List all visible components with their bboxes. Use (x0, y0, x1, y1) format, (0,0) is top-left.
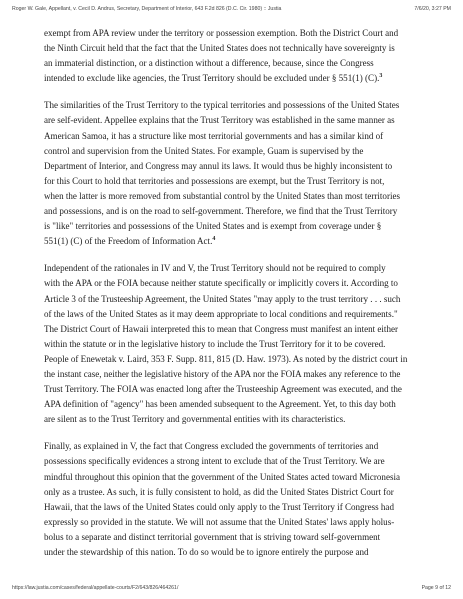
line-text: within the statute or in the legislative history to include the Trust Territory for it to be covered. (44, 338, 386, 349)
text-line (44, 292, 430, 307)
text-line (44, 56, 430, 71)
line-text: Hawaii, that the laws of the United States could only apply to the Trust Territory if Congress had (44, 501, 394, 512)
line-text: Department of Interior, and Congress may annul its laws. It would thus be highly inconsistent to (44, 160, 393, 171)
text-line (44, 515, 430, 530)
line-text: Article 3 of the Trusteeship Agreement, the United States "may apply to the trust territory . . . such (44, 293, 401, 304)
text-line (44, 307, 430, 322)
line-text: the instant case, neither the legislative history of the APA nor the FOIA makes any reference to the (44, 368, 401, 379)
text-line (44, 261, 430, 276)
line-text: The similarities of the Trust Territory to the typical territories and possessions of the United States (44, 100, 400, 111)
text-line (44, 98, 430, 113)
line-text: of the laws of the United States as it may deem appropriate to local conditions and requirements." (44, 308, 398, 319)
text-line (44, 234, 430, 249)
text-line (44, 352, 430, 367)
document-title: Roger W. Gale, Appellant, v. Cecil D. Andrus, Secretary, Department of Interior, 643 F.2d 826 (D.C. Cir. 1980) :: Justia (12, 6, 282, 12)
line-text: expressly so provided in the statute. We will not assume that the United States' laws apply holus- (44, 516, 395, 527)
line-text: for this Court to hold that territories and possessions are exempt, but the Trust Territory is not, (44, 175, 385, 186)
text-line (44, 159, 430, 174)
text-line (44, 470, 430, 485)
line-text: are self-evident. Appellee explains that the Trust Territory was established in the same manner as (44, 115, 395, 126)
print-footer (12, 585, 451, 595)
text-line (44, 174, 430, 189)
line-text: and possessions, and is on the road to self-government. Therefore, we find that the Trust Territory (44, 206, 398, 217)
line-text: Trust Territory. The FOIA was enacted long after the Trusteeship Agreement was executed, and the (44, 384, 402, 395)
text-line (44, 367, 430, 382)
line-text: possessions specifically evidences a strong intent to exclude that of the Trust Territory. We are (44, 456, 385, 467)
text-line (44, 439, 430, 454)
line-text: Independent of the rationales in IV and V, the Trust Territory should not be required to comply (44, 263, 386, 274)
line-text: exempt from APA review under the territory or possession exemption. Both the District Court and (44, 28, 399, 38)
text-line (44, 189, 430, 204)
line-text: when the latter is more removed from substantial control by the United States than most territories (44, 190, 401, 201)
line-text: mindful throughout this opinion that the government of the United States acted toward Micronesia (44, 471, 401, 482)
text-line (44, 322, 430, 337)
text-line (44, 485, 430, 500)
line-text: The District Court of Hawaii interpreted this to mean that Congress must manifest an intent either (44, 323, 398, 334)
text-line (44, 26, 430, 41)
paragraph (44, 261, 430, 427)
footnote-link[interactable]: 4 (212, 236, 216, 243)
line-text: intended to exclude like agencies, the Trust Territory should be excluded under § 551(1) (C). (44, 73, 380, 84)
line-text: APA definition of "agency" has been amended subsequent to the Agreement. Yet, to this day both (44, 399, 396, 410)
text-line (44, 219, 430, 234)
line-text: American Samoa, it has a structure like most territorial governments and has a similar kind of (44, 130, 384, 141)
print-datetime: 7/6/20, 3:27 PM (414, 6, 451, 12)
line-text: 551(1) (C) of the Freedom of Information Act. (44, 236, 213, 247)
text-line (44, 41, 430, 56)
text-line (44, 337, 430, 352)
paragraph (44, 439, 430, 560)
text-line (44, 397, 430, 412)
text-line (44, 500, 430, 515)
opinion-text (44, 26, 430, 572)
paragraph (44, 26, 430, 86)
line-text: an immaterial distinction, or a distinction without a difference, because, since the Congress (44, 58, 374, 69)
text-line (44, 530, 430, 545)
text-line (44, 129, 430, 144)
line-text: only as a trustee. As such, it is fully consistent to hold, as did the United States District Court for (44, 486, 394, 497)
footnote-link[interactable]: 3 (379, 73, 383, 80)
page-url: https://law.justia.com/cases/federal/appellate-courts/F2/643/826/464261/ (12, 585, 179, 591)
line-text: People of Enewetak v. Laird, 353 F. Supp. 811, 815 (D. Haw. 1973). As noted by the district court in (44, 353, 408, 364)
text-line (44, 545, 430, 560)
print-header (12, 6, 451, 16)
text-line (44, 276, 430, 291)
text-line (44, 454, 430, 469)
line-text: are silent as to the Trust Territory and governmental entities with its characteristics. (44, 414, 346, 425)
text-line (44, 144, 430, 159)
line-text: control and supervision from the United States. For example, Guam is supervised by the (44, 145, 364, 156)
line-text: under the stewardship of this nation. To do so would be to ignore entirely the purpose and (44, 547, 369, 557)
page-number: Page 9 of 12 (421, 585, 451, 591)
text-line (44, 382, 430, 397)
paragraph (44, 98, 430, 249)
line-text: Finally, as explained in V, the fact that Congress excluded the governments of territories and (44, 441, 379, 452)
text-line (44, 71, 430, 86)
line-text: is "like" territories and possessions of the United States and is exempt from coverage under § (44, 221, 382, 232)
line-text: the Ninth Circuit held that the fact that the United States does not technically have sovereignty is (44, 43, 395, 54)
line-text: bolus to a separate and distinct territorial government that is striving toward self-government (44, 531, 381, 542)
text-line (44, 204, 430, 219)
text-line (44, 412, 430, 427)
line-text: with the APA or the FOIA because neither statute specifically or implicitly covers it. According to (44, 278, 398, 289)
text-line (44, 113, 430, 128)
